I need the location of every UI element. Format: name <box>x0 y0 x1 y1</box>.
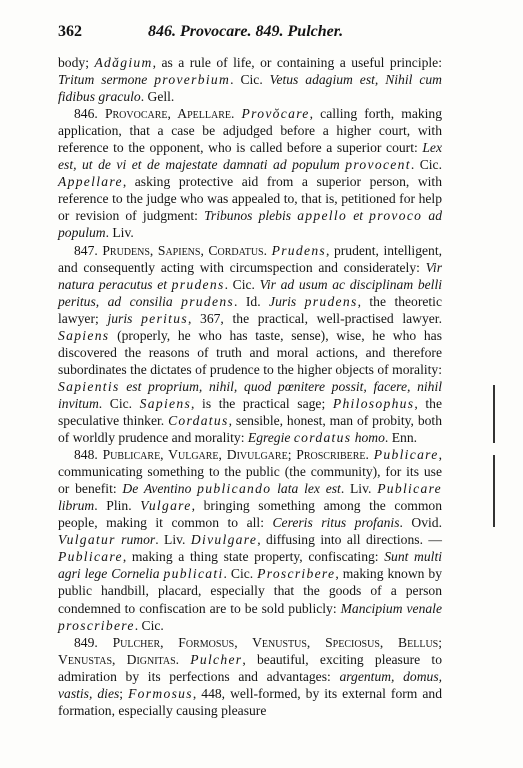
text-run: . Plin. <box>94 498 141 514</box>
italic-text: est proprium, nihil, quod pœnitere possit, facere, nihil invitum <box>58 378 442 411</box>
italic-text: Vir natura peracutus et <box>58 259 442 292</box>
italic-text: Mancipium venale <box>340 600 442 616</box>
text-run: 846. <box>74 106 105 122</box>
spaced-term: appello <box>297 208 348 224</box>
running-title: 846. Provocare. 849. Pulcher. <box>148 23 344 40</box>
spaced-term: Vulgatur <box>58 532 116 548</box>
page-body <box>58 54 442 719</box>
spaced-term: Adăgium <box>94 55 153 70</box>
text-run: , asking protective aid from a superior person, with reference to the judge who was appealed to, that is, petitioned for help or revision of judgment: <box>58 174 442 224</box>
text-run: ; <box>119 685 129 701</box>
spaced-term: Publicare <box>373 447 439 463</box>
text-run: , making known by public handbill, placard, especially that the goods of a person condemned to confiscation are to be sold publicly: <box>58 566 442 616</box>
entry-846-paragraph <box>58 105 442 241</box>
spaced-term: Vulgare <box>140 498 192 514</box>
spaced-term: publicando <box>197 481 272 497</box>
entry-heading: Proscribere <box>296 447 366 463</box>
spaced-term: proverbium <box>154 72 231 88</box>
text-run: . Liv. <box>105 225 134 241</box>
text-run: , 448, well-formed, by its external form and formation, especially causing pleasure <box>58 685 442 718</box>
text-run: . <box>365 447 374 463</box>
text-run: . <box>175 651 191 667</box>
entry-heading: Provocare, Apellare <box>104 106 231 122</box>
spaced-term: cordatus <box>293 430 352 446</box>
italic-text: rumor <box>115 532 156 548</box>
italic-text: Juris <box>269 293 305 309</box>
text-run: , communicating something to the public (the community), for its use or benefit: <box>58 447 442 497</box>
spaced-term: prudens <box>181 293 235 309</box>
entry-849-paragraph <box>58 634 442 719</box>
italic-text: Tritum sermone <box>58 72 155 88</box>
text-run: . <box>231 106 242 122</box>
entry-847-paragraph <box>58 242 442 447</box>
italic-text: et <box>347 208 370 224</box>
spaced-term: prudens <box>304 293 358 309</box>
spaced-term: peritus <box>141 310 188 326</box>
italic-text: Egregie <box>247 430 294 446</box>
italic-text: Vetus adagium est, Nihil cum fidibus graculo <box>58 72 442 105</box>
italic-text: ad populum <box>58 208 443 241</box>
text-run: 848. <box>74 447 103 463</box>
text-run: , bringing something among the common people, making it common to all: <box>58 498 442 531</box>
text-run: , as a rule of life, or containing a useful principle: <box>152 55 442 70</box>
spaced-term: Cordatus <box>168 412 229 428</box>
text-run: . Cic. <box>223 566 258 582</box>
text-run: 847. <box>74 242 103 258</box>
spaced-term: Sapiens <box>139 395 192 411</box>
margin-rule-mark <box>493 385 495 443</box>
italic-text: homo <box>351 430 385 446</box>
italic-text: Lex est, ut de vi et de majestate damnati ad populum <box>58 140 442 173</box>
text-run: . Cic. <box>134 617 164 633</box>
text-run: (properly, he who has taste, sense), wise, he who has discovered the reasons of truth and moral actions, and therefore subordinates the dictates of prudence to the higher objects of morality: <box>58 327 442 377</box>
text-run: . <box>263 242 272 258</box>
entry-heading: Publicare, Vulgare, Divulgare <box>102 447 288 463</box>
italic-text: Vir ad usum ac disciplinam belli peritus, ad consilia <box>58 276 442 309</box>
text-run: . Gell. <box>140 89 175 105</box>
text-run: , diffusing into all directions. — <box>257 532 443 548</box>
text-run: . Enn. <box>384 430 418 446</box>
text-run: . Cic. <box>98 395 140 411</box>
italic-text: Cereris ritus profanis <box>272 515 400 531</box>
text-run: . Cic. <box>224 276 260 292</box>
text-run: ; <box>287 447 297 463</box>
text-run: , the speculative thinker. <box>58 395 442 428</box>
spaced-term: Publicare <box>58 549 123 565</box>
text-run: . Liv. <box>155 532 191 548</box>
page-number: 362 <box>58 23 82 40</box>
text-run: , is the practical sage; <box>191 395 333 411</box>
spaced-term: Philosophus <box>332 395 415 411</box>
spaced-term: provoco <box>369 208 423 224</box>
italic-text: Tribunos plebis <box>204 208 298 224</box>
spaced-term: Sapiens <box>58 327 110 343</box>
text-run: , calling forth, making application, that a case be adjudged before a higher court, with reference to the opponent, who is called before a superior court: <box>58 106 443 156</box>
entry-heading: Prudens, Sapiens, Cordatus <box>102 242 264 258</box>
entry-heading: Pulcher, Formosus, Venustus, Speciosus, Bellus; Venustas, Dignitas <box>58 634 443 667</box>
margin-rule-mark <box>493 455 495 527</box>
continuation-paragraph <box>58 54 442 105</box>
text-run: , the theoretic lawyer; <box>58 293 442 326</box>
entry-848-paragraph <box>58 446 442 634</box>
text-run: body; <box>58 55 95 70</box>
spaced-term: Pulcher <box>190 651 243 667</box>
italic-text: lata lex est <box>271 481 341 497</box>
spaced-term: Divulgare <box>190 532 258 548</box>
italic-text: juris <box>107 310 142 326</box>
text-run: , beautiful, exciting pleasure to admiration by its perfections and advantages: <box>58 651 442 684</box>
spaced-term: Proscribere <box>257 566 336 582</box>
text-run: . Liv. <box>340 481 378 497</box>
spaced-term: Provŏcare <box>241 106 310 122</box>
italic-text: argentum, domus, vastis, dies <box>58 668 443 701</box>
text-run: . Cic. <box>410 157 442 173</box>
spaced-term: Publicare <box>377 481 442 497</box>
spaced-term: proscribere <box>58 617 135 633</box>
spaced-term: provocent <box>345 157 411 173</box>
spaced-term: Sapientis <box>58 378 120 394</box>
italic-text: Sunt multi agri lege Cornelia <box>58 549 442 582</box>
text-run: , 367, the practical, well-practised lawyer. <box>187 310 442 326</box>
text-run: . Cic. <box>230 72 270 88</box>
text-run: , sensible, honest, man of probity, both of worldly prudence and morality: <box>58 412 442 446</box>
text-run: , making a thing state property, confiscating: <box>122 549 385 565</box>
spaced-term: prudens <box>171 276 225 292</box>
text-run: , prudent, intelligent, and consequently acting with circumspection and considerately: <box>58 242 442 275</box>
text-run: 849. <box>74 634 113 650</box>
spaced-term: publicati <box>163 566 224 582</box>
italic-text: De Aventino <box>122 481 198 497</box>
spaced-term: Appellare <box>58 174 123 190</box>
italic-text: librum <box>58 498 95 514</box>
spaced-term: Prudens <box>271 242 327 258</box>
page-header <box>58 22 435 42</box>
text-run: . Ovid. <box>399 515 442 531</box>
spaced-term: Formosus <box>128 685 193 701</box>
text-run: . Id. <box>234 293 270 309</box>
